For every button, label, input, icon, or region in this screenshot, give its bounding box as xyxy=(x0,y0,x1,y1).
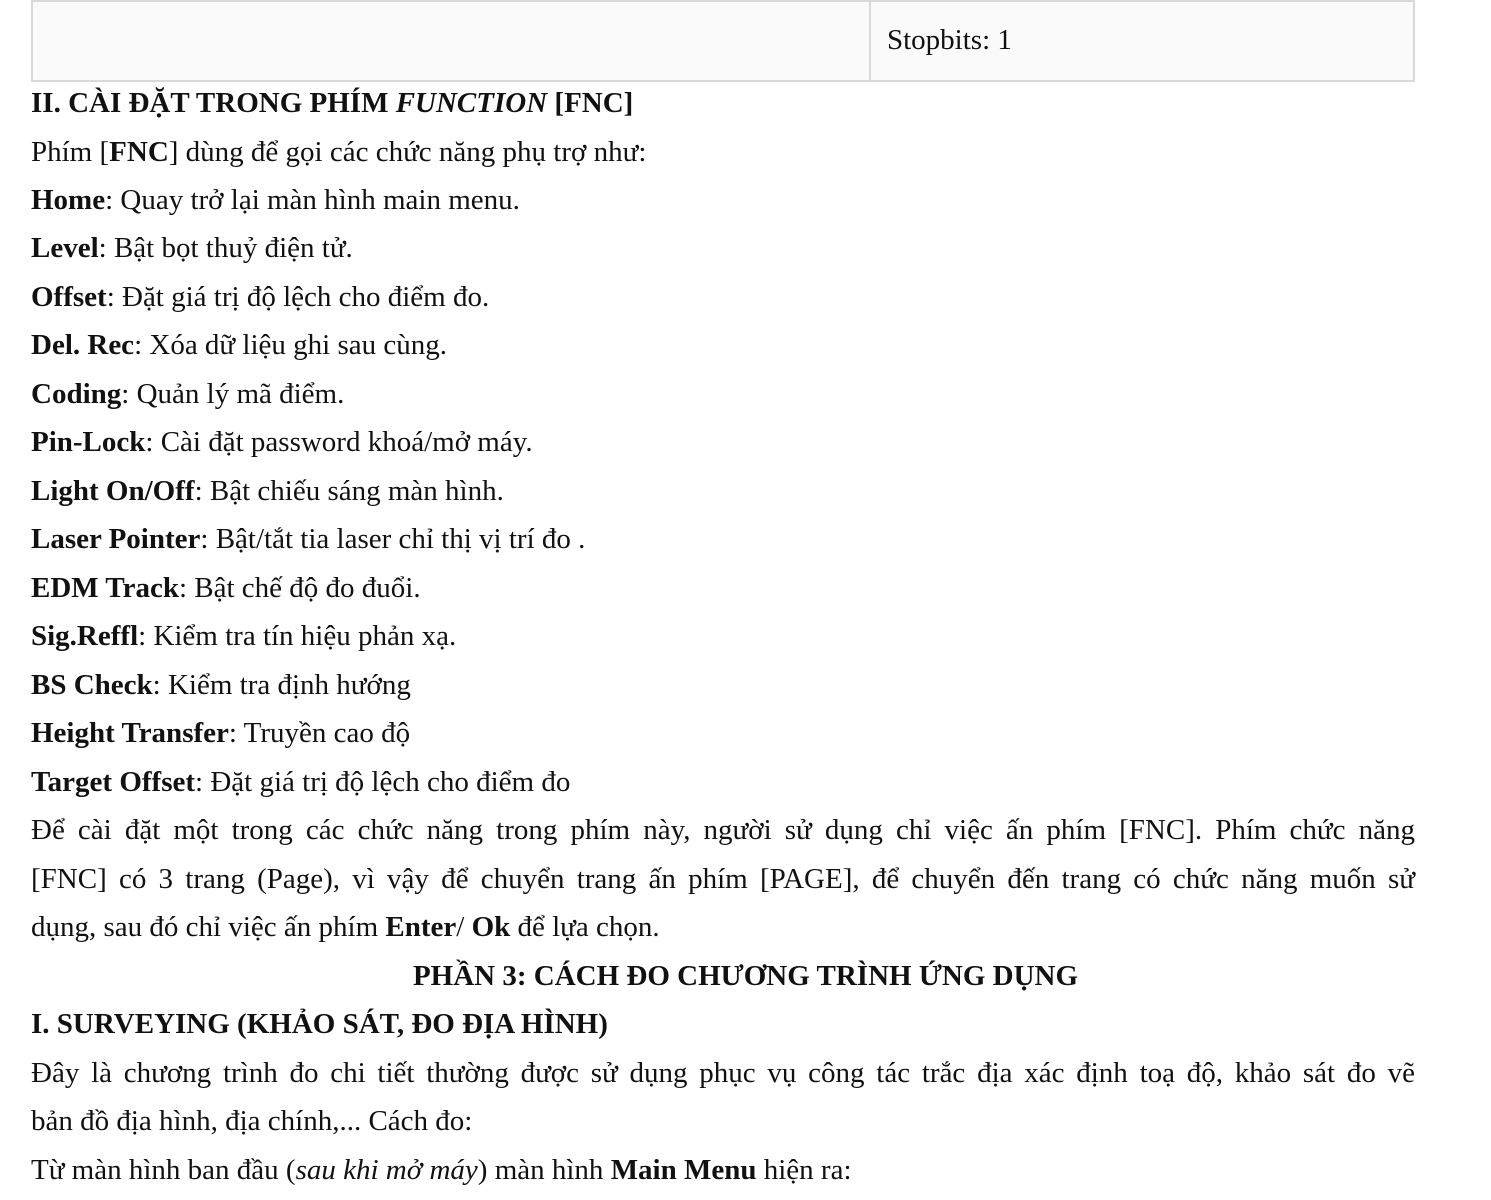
function-item-coding xyxy=(31,375,344,413)
instruction-text-suffix: hiện ra: xyxy=(756,1154,852,1186)
paragraph-text-suffix: để lựa chọn. xyxy=(510,911,660,943)
paragraph-fnc-line1: Để cài đặt một trong các chức năng trong phím này, người sử dụng chỉ việc ấn phím [FNC]. Phím chức năng xyxy=(31,814,1415,846)
function-item-home xyxy=(31,181,520,219)
surveying-para-line2: bản đồ địa hình, địa chính,... Cách đo: xyxy=(31,1105,473,1137)
surveying-heading: I. SURVEYING (KHẢO SÁT, ĐO ĐỊA HÌNH) xyxy=(31,1008,608,1040)
function-desc: : Quay trở lại màn hình main menu. xyxy=(105,184,520,216)
function-item-del-rec xyxy=(31,326,447,364)
function-term: Home xyxy=(31,184,106,216)
function-term: Target Offset xyxy=(31,766,196,798)
instruction-italic-text: sau khi mở máy xyxy=(295,1154,478,1186)
table-cell-stopbits: Stopbits: 1 xyxy=(887,24,1012,56)
function-term: Light On/Off xyxy=(31,475,195,507)
function-term: BS Check xyxy=(31,669,153,701)
function-desc: : Bật bọt thuỷ điện tử. xyxy=(98,232,353,264)
function-item-offset xyxy=(31,278,489,316)
function-item-pin-lock xyxy=(31,423,533,461)
surveying-para-line1: Đây là chương trình đo chi tiết thường được sử dụng phục vụ công tác trắc địa xác định toạ độ, khảo sát đo vẽ xyxy=(31,1057,1415,1089)
function-term: Height Transfer xyxy=(31,717,229,749)
paragraph-text: dụng, sau đó chỉ việc ấn phím xyxy=(31,911,386,943)
function-desc: : Đặt giá trị độ lệch cho điểm đo xyxy=(195,766,571,798)
instruction-text-mid: ) màn hình xyxy=(477,1154,611,1186)
function-desc: : Quản lý mã điểm. xyxy=(121,378,345,410)
function-desc: : Kiểm tra tín hiệu phản xạ. xyxy=(138,620,457,652)
function-term: Pin-Lock xyxy=(31,426,146,458)
function-desc: : Bật chiếu sáng màn hình. xyxy=(194,475,504,507)
enter-key-label: Enter xyxy=(385,911,457,943)
instruction-text: Từ màn hình ban đầu ( xyxy=(31,1154,296,1186)
function-desc: : Đặt giá trị độ lệch cho điểm đo. xyxy=(106,281,490,313)
paragraph-text-separator: / xyxy=(456,911,472,943)
function-item-edm-track xyxy=(31,569,421,607)
function-desc: : Truyền cao độ xyxy=(228,717,411,749)
heading-text: II. CÀI ĐẶT TRONG PHÍM xyxy=(31,87,396,119)
function-term: Coding xyxy=(31,378,122,410)
intro-text-suffix: ] dùng để gọi các chức năng phụ trợ như: xyxy=(168,136,647,168)
paragraph-fnc-line2: [FNC] có 3 trang (Page), vì vậy để chuyển trang ấn phím [PAGE], để chuyển đến trang có chức năng muốn sử xyxy=(31,863,1415,895)
settings-table-fragment xyxy=(31,0,1415,82)
main-menu-label: Main Menu xyxy=(610,1154,757,1186)
function-desc: : Bật chế độ đo đuổi. xyxy=(178,572,421,604)
intro-bold-text: FNC xyxy=(109,136,169,168)
function-desc: : Bật/tắt tia laser chỉ thị vị trí đo . xyxy=(200,523,586,555)
function-term: Offset xyxy=(31,281,107,313)
function-desc: : Cài đặt password khoá/mở máy. xyxy=(145,426,533,458)
function-desc: : Xóa dữ liệu ghi sau cùng. xyxy=(134,329,447,361)
function-item-level xyxy=(31,229,353,267)
ok-key-label: Ok xyxy=(471,911,511,943)
function-item-sig-reffl xyxy=(31,617,456,655)
heading-text-suffix: [FNC] xyxy=(547,87,634,119)
function-term: Del. Rec xyxy=(31,329,135,361)
section2-intro xyxy=(31,133,646,171)
function-desc: : Kiểm tra định hướng xyxy=(152,669,411,701)
function-term: Level xyxy=(31,232,99,264)
function-term: Sig.Reffl xyxy=(31,620,139,652)
heading-italic-text: FUNCTION xyxy=(395,87,548,119)
function-item-target-offset xyxy=(31,763,570,801)
intro-text: Phím [ xyxy=(31,136,110,168)
main-menu-instruction xyxy=(31,1151,852,1189)
function-item-light xyxy=(31,472,504,510)
section2-heading xyxy=(31,84,633,122)
function-item-height-transfer xyxy=(31,714,410,752)
paragraph-fnc-line3 xyxy=(31,908,660,946)
part3-title: PHẦN 3: CÁCH ĐO CHƯƠNG TRÌNH ỨNG DỤNG xyxy=(412,960,1079,992)
function-item-bs-check xyxy=(31,666,411,704)
table-cell-empty xyxy=(33,2,871,80)
function-item-laser-pointer xyxy=(31,520,585,558)
function-term: Laser Pointer xyxy=(31,523,201,555)
function-term: EDM Track xyxy=(31,572,179,604)
